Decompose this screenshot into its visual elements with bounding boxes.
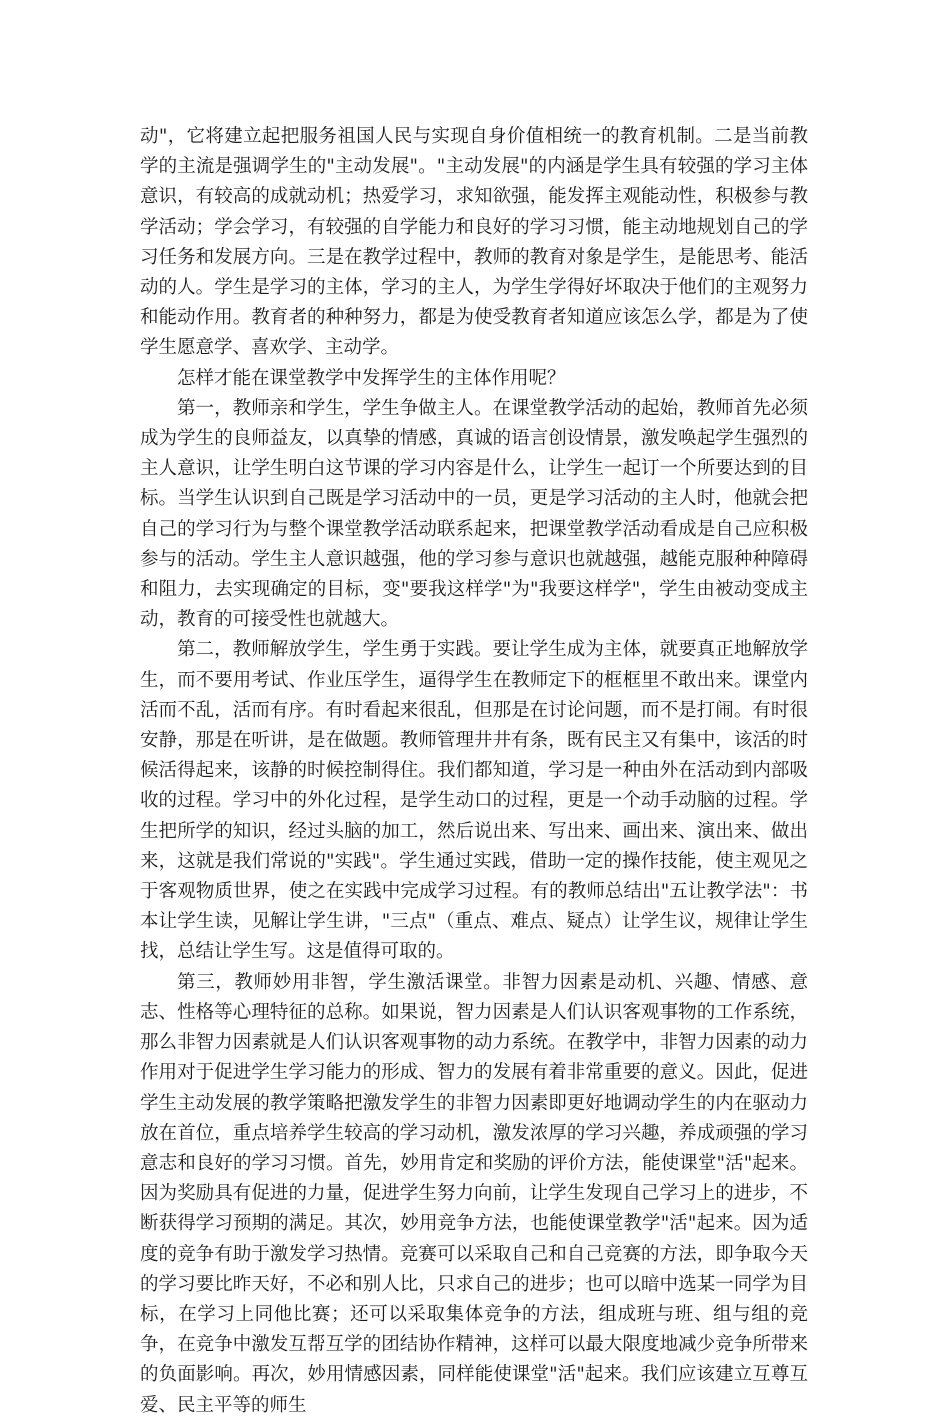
paragraph-point-two: 第二，教师解放学生，学生勇于实践。要让学生成为主体，就要真正地解放学生，而不要用考试、作业压学生，逼得学生在教师定下的框框里不敢出来。课堂内活而不乱，活而有序。有时看起来很乱，但那是在讨论问题，而不是打闹。有时很安静，那是在听讲，是在做题。教师管理井井有条，既有民主又有集中，该活的时候活得起来，该静的时候控制得住。我们都知道，学习是一种由外在活动到内部吸收的过程。学习中的外化过程，是学生动口的过程，更是一个动手动脑的过程。学生把所学的知识，经过头脑的加工，然后说出来、写出来、画出来、演出来、做出来，这就是我们常说的"实践"。学生通过实践，借助一定的操作技能，使主观见之于客观物质世界，使之在实践中完成学习过程。有的教师总结出"五让教学法"：书本让学生读，见解让学生讲，"三点"（重点、难点、疑点）让学生议，规律让学生找，总结让学生写。这是值得可取的。	[140, 639, 808, 963]
paragraph-question: 怎样才能在课堂教学中发挥学生的主体作用呢？	[177, 367, 566, 389]
paragraph-continuation: 动"，它将建立起把服务祖国人民与实现自身价值相统一的教育机制。二是当前教学的主流是强调学生的"主动发展"。"主动发展"的内涵是学生具有较强的学习主体意识，有较高的成就动机；热爱学习，求知欲强，能发挥主观能动性，积极参与教学活动；学会学习，有较强的自学能力和良好的学习习惯，能主动地规划自己的学习任务和发展方向。三是在教学过程中，教师的教育对象是学生，是能思考、能活动的人。学生是学习的主体，学习的主人，为学生学得好坏取决于他们的主观努力和能动作用。教育者的种种努力，都是为使受教育者知道应该怎么学，都是为了使学生愿意学、喜欢学、主动学。	[140, 126, 808, 359]
paragraph-point-one: 第一，教师亲和学生，学生争做主人。在课堂教学活动的起始，教师首先必须成为学生的良师益友，以真挚的情感，真诚的语言创设情景，激发唤起学生强烈的主人意识，让学生明白这节课的学习内容是什么，让学生一起订一个所要达到的目标。当学生认识到自己既是学习活动中的一员，更是学习活动的主人时，他就会把自己的学习行为与整个课堂教学活动联系起来，把课堂教学活动看成是自己应积极参与的活动。学生主人意识越强，他的学习参与意识也就越强，越能克服种种障碍和阻力，去实现确定的目标，变"要我这样学"为"我要这样学"，学生由被动变成主动，教育的可接受性也就越大。	[140, 397, 808, 631]
paragraph-point-three: 第三，教师妙用非智，学生激活课堂。非智力因素是动机、兴趣、情感、意志、性格等心理特征的总称。如果说，智力因素是人们认识客观事物的工作系统，那么非智力因素就是人们认识客观事物的动力系统。在教学中，非智力因素的动力作用对于促进学生学习能力的形成、智力的发展有着非常重要的意义。因此，促进学生主动发展的教学策略把激发学生的非智力因素即更好地调动学生的内在驱动力放在首位，重点培养学生较高的学习动机，激发浓厚的学习兴趣，养成顽强的学习意志和良好的学习习惯。首先，妙用肯定和奖励的评价方法，能使课堂"活"起来。因为奖励具有促进的力量，促进学生努力向前，让学生发现自己学习上的进步，不断获得学习预期的满足。其次，妙用竞争方法，也能使课堂教学"活"起来。因为适度的竞争有助于激发学习热情。竞赛可以采取自己和自己竞赛的方法，即争取今天的学习要比昨天好，不必和别人比，只求自己的进步；也可以暗中选某一同学为目标，在学习上同他比赛；还可以采取集体竞争的方法，组成班与班、组与组的竞争，在竞争中激发互帮互学的团结协作精神，这样可以最大限度地减少竞争所带来的负面影响。再次，妙用情感因素，同样能使课堂"活"起来。我们应该建立互尊互爱、民主平等的师生	[140, 971, 808, 1416]
document-body	[140, 122, 808, 1421]
